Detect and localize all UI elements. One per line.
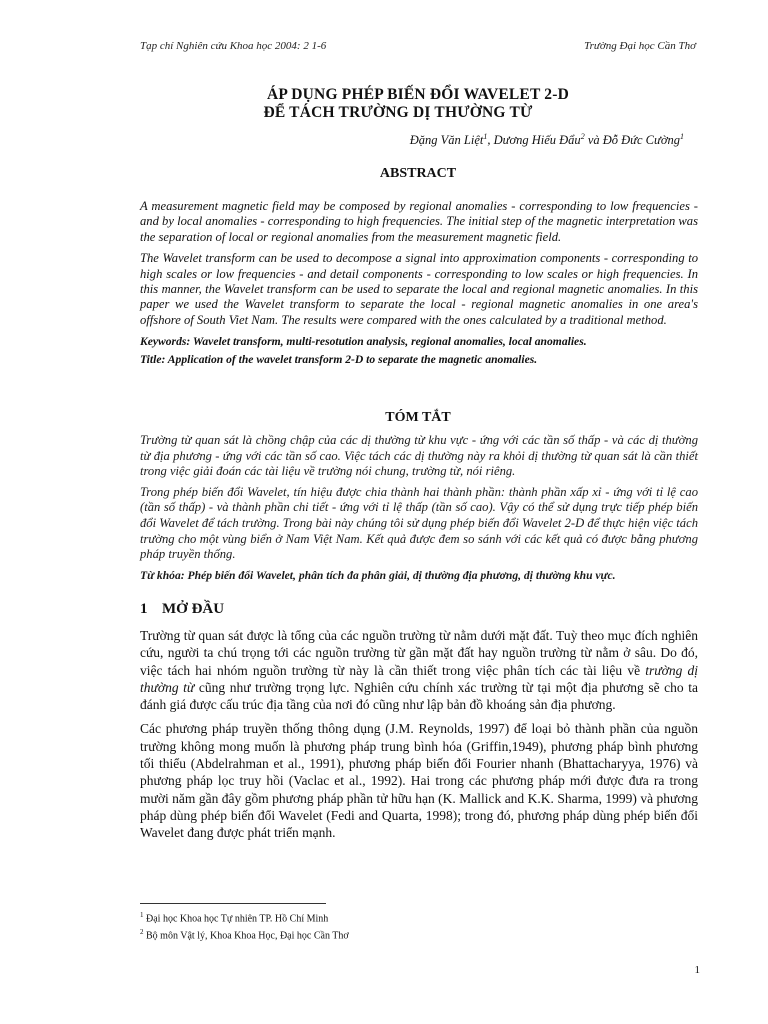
author-list <box>410 132 684 148</box>
paper-title <box>140 86 696 122</box>
footnote-text: Bộ môn Vật lý, Khoa Khoa Học, Đại học Cần Thơ <box>143 930 349 942</box>
journal-citation: Tạp chí Nghiên cứu Khoa học 2004: 2 1-6 <box>140 40 327 52</box>
university-name: Trường Đại học Cần Thơ <box>584 40 696 52</box>
title-line-2: ĐỂ TÁCH TRƯỜNG DỊ THƯỜNG TỪ <box>263 104 533 121</box>
footnote-text: Đại học Khoa học Tự nhiên TP. Hồ Chí Minh <box>143 913 329 925</box>
page-number: 1 <box>694 964 700 976</box>
abstract-paragraph: A measurement magnetic field may be composed by regional anomalies - corresponding to low frequencies - and by local anomalies - corresponding to high frequencies. The initial step of the magnetic interpretation was the separation of local or regional anomalies from the measurement magnetic field. <box>140 199 698 244</box>
abstract-paragraph: The Wavelet transform can be used to decompose a signal into approximation components - corresponding to high scales or low frequencies - and detail components - corresponding to low scales or high frequencies. In this manner, the Wavelet transform can be used to separate the local and regional magnetic anomalies. In this paper we used the Wavelet transform to separate the local - regional magnetic anomalies in one area's offshore of South Viet Nam. The results were compared with the ones calculated by a traditional method. <box>140 251 698 327</box>
introduction-body <box>140 627 698 849</box>
body-paragraph <box>140 627 698 713</box>
author-name: Dương Hiếu Đẩu <box>493 133 581 148</box>
emphasized-term: trường dị thường từ <box>140 662 698 695</box>
author-affiliation-mark: 1 <box>483 132 488 141</box>
section-heading-introduction <box>140 601 224 618</box>
author-affiliation-mark: 1 <box>680 132 684 141</box>
abstract-heading: ABSTRACT <box>379 166 457 181</box>
author-separator: , <box>487 133 494 148</box>
abstract-body <box>140 199 698 369</box>
body-text-run: Trường từ quan sát được là tổng của các nguồn trường từ nằm dưới mặt đất. Tuỳ theo mục đích nghiên cứu, người ta chú trọng tới các nguồn trường từ gần mặt đất hay nguồn trường từ nằm ở sâu. Do đó, việc tách hai nhóm nguồn trường từ này là cần thiết trong việc phân tích các tài liệu về <box>140 628 698 678</box>
body-text-run: cũng như trường trọng lực. Nghiên cứu chính xác trường từ tại một địa phương sẽ cho ta đánh giá được cấu trúc địa tầng của nơi đó cũng như lập bản đồ khoáng sản địa phương. <box>140 679 699 713</box>
author-name: Đỗ Đức Cường <box>602 133 680 148</box>
footnotes <box>140 909 680 943</box>
keywords-vi: Từ khóa: Phép biến đổi Wavelet, phân tích đa phân giải, dị thường địa phương, dị thường khu vực. <box>140 568 616 582</box>
author-name: Đặng Văn Liệt <box>409 133 484 148</box>
footnote-divider <box>140 903 326 904</box>
footnote <box>140 926 680 943</box>
tomtat-paragraph: Trong phép biến đổi Wavelet, tín hiệu được chia thành hai thành phần: thành phần xấp xỉ - ứng với tỉ lệ cao (tần số thấp) - và thành phần chi tiết - ứng với tỉ lệ thấp (tần số cao). Vậy có thể sử dụng trực tiếp phép biến đổi Wavelet để tách trường. Trong bài này chúng tôi sử dụng phép biến đổi Wavelet 2-D để thực hiện việc tách trường cho một vùng biển ở Nam Việt Nam. Kết quả được đem so sánh với các kết quả có được bằng phương pháp truyền thống. <box>140 484 698 562</box>
footnote-mark: 1 <box>140 911 144 919</box>
footnote <box>140 909 680 926</box>
section-title: MỞ ĐẦU <box>162 601 225 617</box>
body-paragraph: Các phương pháp truyền thống thông dụng (J.M. Reynolds, 1997) để loại bỏ thành phần của nguồn trường không mong muốn là phương pháp trung bình hóa (Griffin,1949), phương pháp bình phương tối thiểu (Abdelrahman et al., 1991), phương pháp biến đổi Fourier nhanh (Bhattacharyya, 1976) và phương pháp lọc truy hồi (Vaclac et al., 1992). Hai trong các phương pháp mới được đưa ra trong mười năm gần đây gồm phương pháp phần tử hữu hạn (K. Mallick and K.K. Sharma, 1999) và phương pháp dùng phép biến đổi Wavelet (Fedi and Quarta, 1998); trong đó, phương pháp dùng phép biến đổi Wavelet đang được phát triển mạnh. <box>140 721 698 841</box>
tomtat-heading: TÓM TẮT <box>385 410 451 425</box>
title-line-1: ÁP DỤNG PHÉP BIẾN ĐỔI WAVELET 2-D <box>266 86 570 103</box>
tomtat-paragraph: Trường từ quan sát là chồng chập của các dị thường từ khu vực - ứng với các tần số thấp - và các dị thường từ địa phương - ứng với các tần số cao. Việc tách các dị thường này ra khỏi dị thường từ quan sát là cần thiết trong việc giải đoán các tài liệu về trường nói chung, trường từ, nói riêng. <box>140 433 698 479</box>
tomtat-body <box>140 433 698 585</box>
title-en: Title: Application of the wavelet transform 2-D to separate the magnetic anomalies. <box>140 352 538 366</box>
section-number: 1 <box>140 601 148 617</box>
author-affiliation-mark: 2 <box>580 132 585 141</box>
author-separator: và <box>584 133 603 148</box>
footnote-mark: 2 <box>140 928 144 937</box>
keywords-en: Keywords: Wavelet transform, multi-resotution analysis, regional anomalies, local anomalies. <box>140 335 587 349</box>
